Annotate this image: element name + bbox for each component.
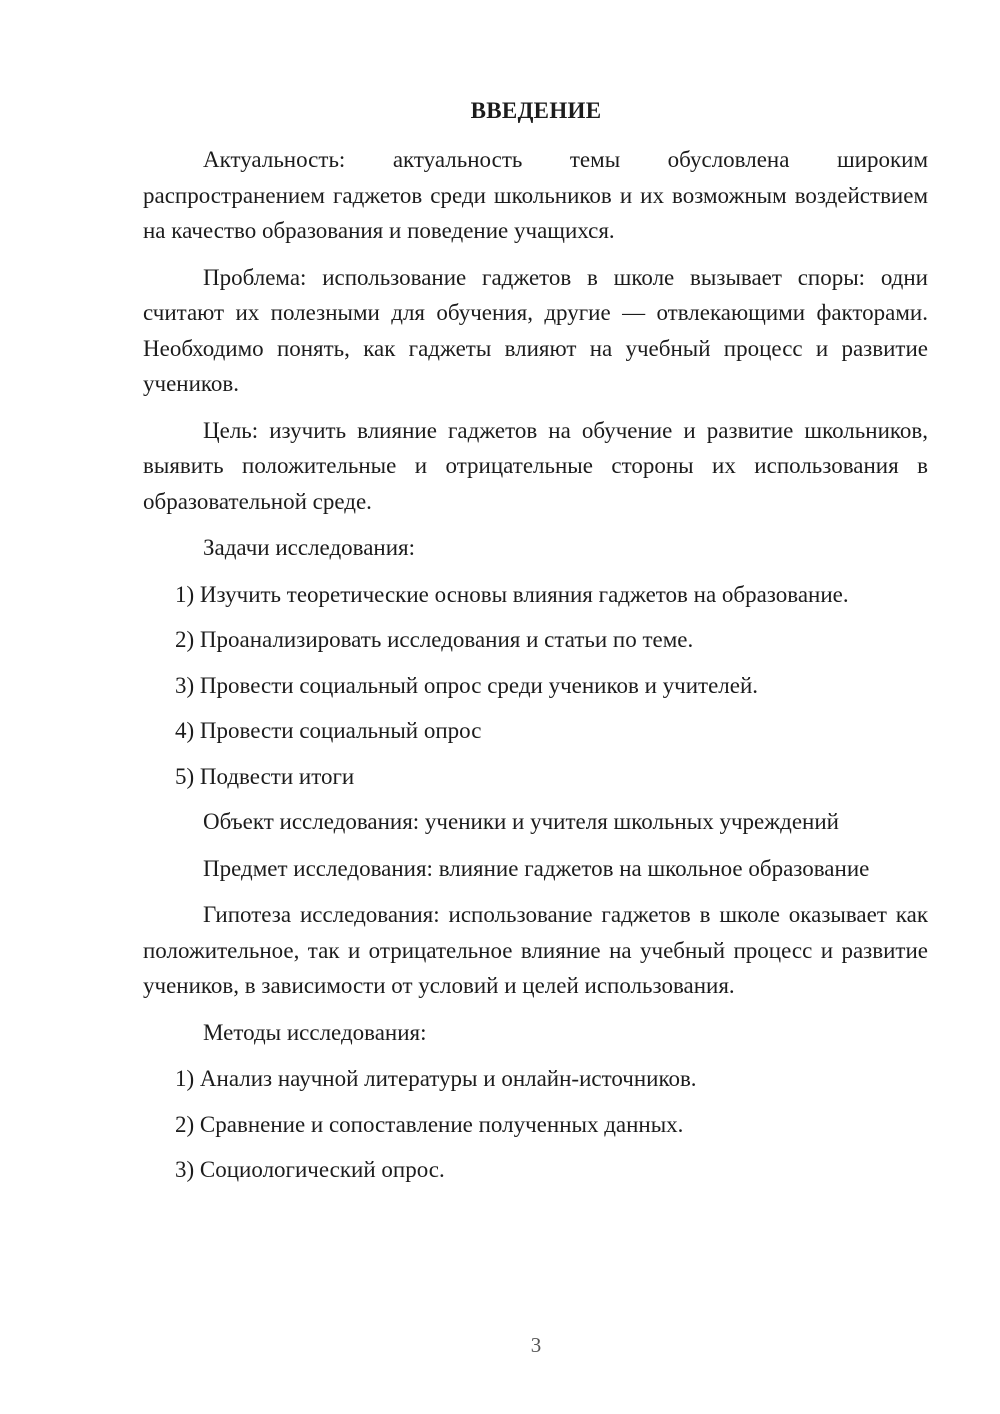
method-item: 3) Социологический опрос. [175, 1157, 445, 1182]
task-item: 3) Провести социальный опрос среди учеников и учителей. [175, 672, 759, 698]
problem-paragraph: Проблема: использование гаджетов в школе вызывает споры: одни считают их полезными для обучения, другие — отвлекающими факторами. Необходимо понять, как гаджеты влияют на учебный процесс и развитие учеников. [143, 264, 928, 396]
task-item: 5) Подвести итоги [175, 763, 355, 789]
task-item: 1) Изучить теоретические основы влияния гаджетов на образование. [175, 581, 849, 607]
page-number: 3 [530, 1333, 542, 1357]
relevance-paragraph: Актуальность: актуальность темы обусловлена широким распространением гаджетов среди школьников и их возможным воздействием на качество образования и поведение учащихся. [143, 147, 928, 243]
task-item: 4) Провести социальный опрос [175, 718, 482, 743]
task-item: 2) Проанализировать исследования и статьи по теме. [175, 627, 694, 652]
subject-paragraph: Предмет исследования: влияние гаджетов на школьное образование [203, 855, 870, 881]
object-paragraph: Объект исследования: ученики и учителя школьных учреждений [203, 809, 839, 834]
body-text [143, 142, 928, 1198]
tasks-heading: Задачи исследования: [203, 535, 416, 560]
goal-paragraph: Цель: изучить влияние гаджетов на обучение и развитие школьников, выявить положительные и отрицательные стороны их использования в образовательной среде. [143, 417, 928, 514]
hypothesis-paragraph: Гипотеза исследования: использование гаджетов в школе оказывает как положительное, так и отрицательное влияние на учебный процесс и развитие учеников, в зависимости от условий и целей использования. [143, 902, 928, 998]
method-item: 2) Сравнение и сопоставление полученных данных. [175, 1111, 684, 1137]
methods-heading: Методы исследования: [203, 1019, 427, 1045]
page-title: ВВЕДЕНИЕ [470, 98, 602, 123]
method-item: 1) Анализ научной литературы и онлайн-источников. [175, 1066, 697, 1091]
